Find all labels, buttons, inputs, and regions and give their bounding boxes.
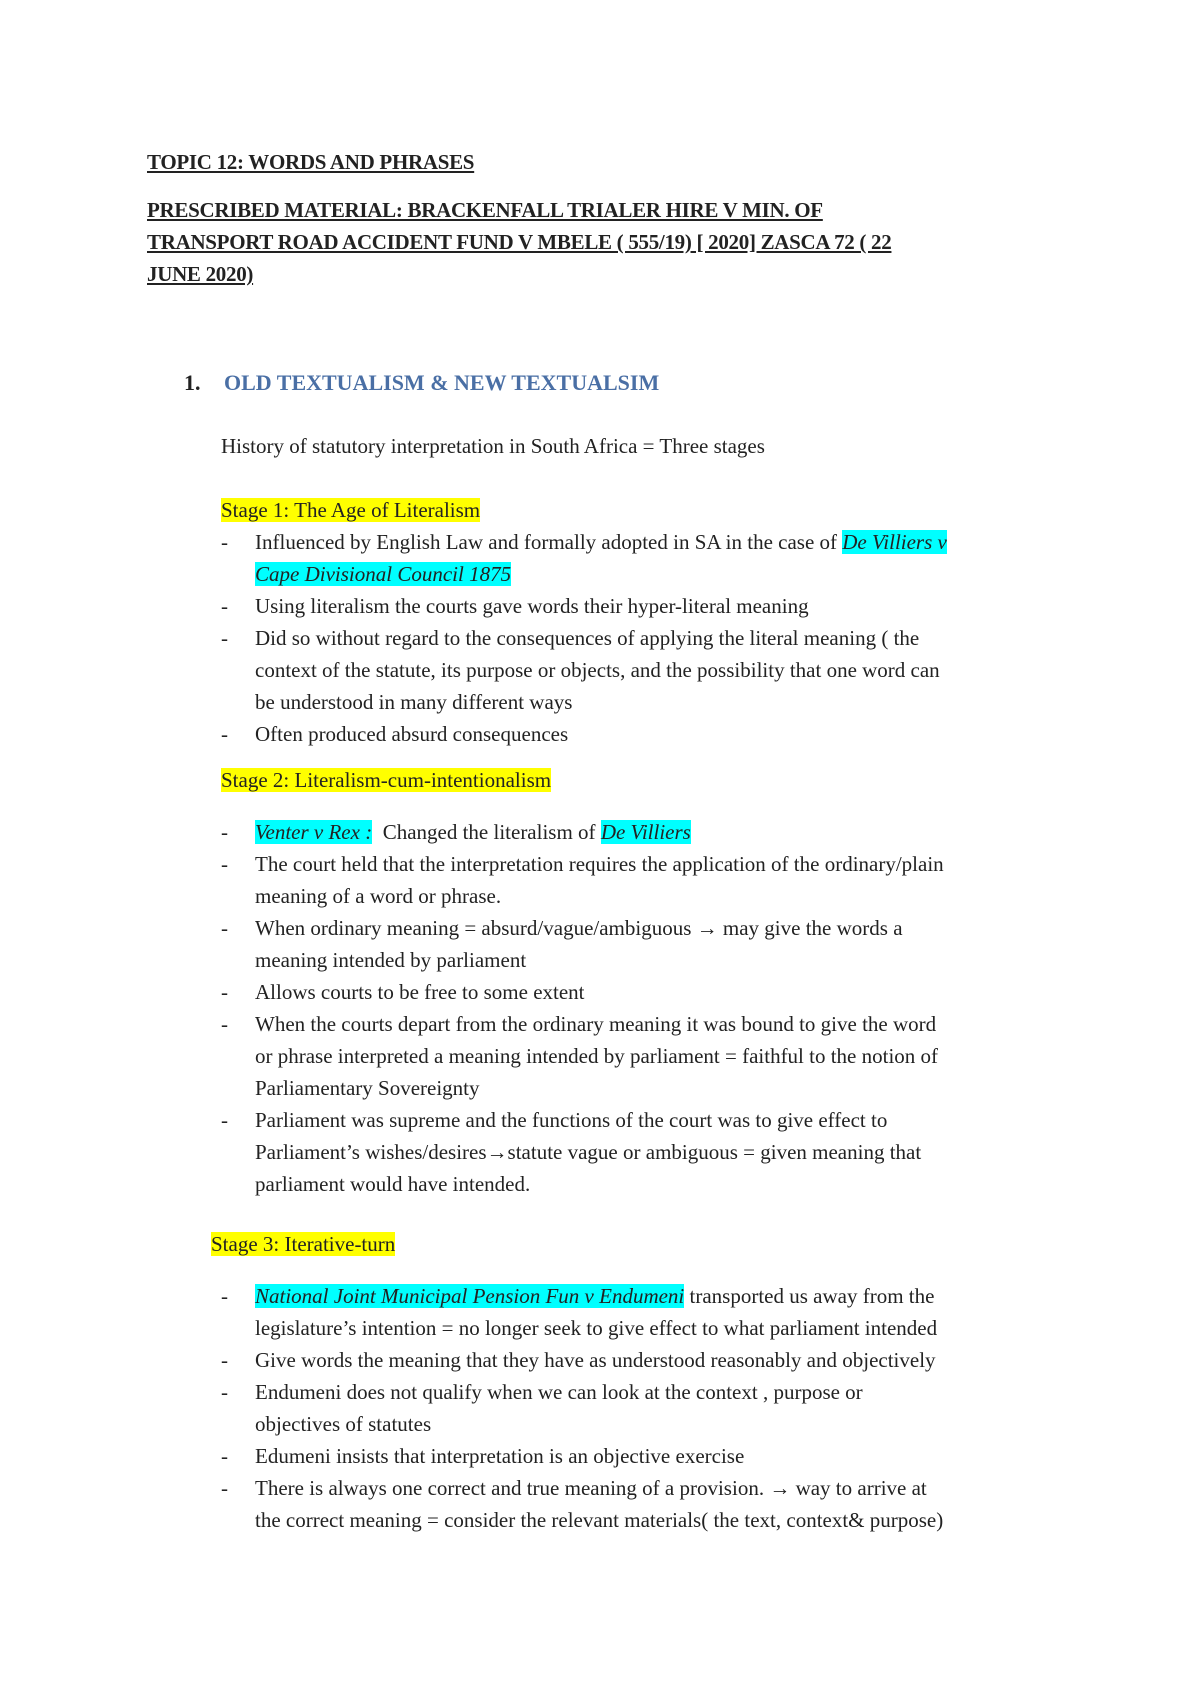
stage-2-label: Stage 2: Literalism-cum-intentionalism (221, 768, 552, 792)
case-citation: Venter v Rex : (255, 820, 373, 844)
prescribed-line-3: JUNE 2020) (147, 262, 254, 286)
section-number: 1. (184, 370, 201, 395)
prescribed-line-2: TRANSPORT ROAD ACCIDENT FUND V MBELE ( 555/19) [ 2020] ZASCA 72 ( 22 (147, 230, 892, 254)
list-item: - Venter v Rex : Changed the literalism of De Villiers (221, 820, 691, 844)
section-title: OLD TEXTUALISM & NEW TEXTUALSIM (224, 370, 660, 395)
case-citation: De Villiers (600, 820, 691, 844)
list-item: - Using literalism the courts gave words their hyper-literal meaning (221, 594, 809, 618)
list-item: - National Joint Municipal Pension Fun v Endumeni transported us away from the legislature’s intention = no longer seek to give effect to what parliament intended (221, 1284, 938, 1340)
stage-3-label: Stage 3: Iterative-turn (211, 1232, 396, 1256)
list-item: - Did so without regard to the consequences of applying the literal meaning ( the context of the statute, its purpose or objects, and the possibility that one word can be understood in many different ways (221, 626, 940, 714)
stage-2-list (221, 816, 1091, 1200)
topic-title: TOPIC 12: WORDS AND PHRASES (147, 150, 475, 174)
list-item: - Endumeni does not qualify when we can look at the context , purpose or objectives of statutes (221, 1380, 863, 1436)
section-heading (184, 368, 659, 398)
list-item: - When ordinary meaning = absurd/vague/ambiguous → may give the words a meaning intended by parliament (221, 916, 903, 972)
history-intro: History of statutory interpretation in South Africa = Three stages (221, 434, 765, 458)
stage-1-label: Stage 1: The Age of Literalism (221, 498, 481, 522)
stage-3-list (221, 1280, 1091, 1536)
case-citation: National Joint Municipal Pension Fun v Endumeni (255, 1284, 685, 1308)
case-citation: De Villiers v (842, 530, 947, 554)
list-item: - Often produced absurd consequences (221, 722, 569, 746)
list-item: - The court held that the interpretation requires the application of the ordinary/plain meaning of a word or phrase. (221, 852, 944, 908)
case-citation: Cape Divisional Council 1875 (255, 562, 512, 586)
list-item: - Give words the meaning that they have as understood reasonably and objectively (221, 1348, 936, 1372)
list-item: - There is always one correct and true meaning of a provision. → way to arrive at the correct meaning = consider the relevant materials( the text, context& purpose) (221, 1476, 944, 1532)
list-item: - Allows courts to be free to some extent (221, 980, 585, 1004)
list-item: - Edumeni insists that interpretation is an objective exercise (221, 1444, 745, 1468)
prescribed-line-1: PRESCRIBED MATERIAL: BRACKENFALL TRIALER HIRE V MIN. OF (147, 198, 823, 222)
list-item: - Parliament was supreme and the functions of the court was to give effect to Parliament’s wishes/desires→statute vague or ambiguous = given meaning that parliament would have intended. (221, 1108, 922, 1196)
list-item: - When the courts depart from the ordinary meaning it was bound to give the word or phrase interpreted a meaning intended by parliament = faithful to the notion of Parliamentary Sovereignty (221, 1012, 939, 1100)
stage-1-list (221, 526, 1091, 750)
list-item: - Influenced by English Law and formally adopted in SA in the case of De Villiers v Cape Divisional Council 1875 (221, 530, 947, 586)
